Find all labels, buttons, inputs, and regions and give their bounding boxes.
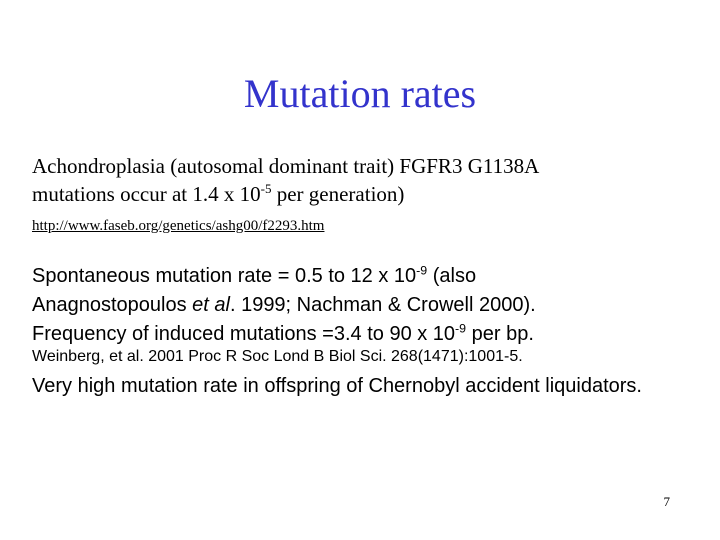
page-number: 7 xyxy=(663,494,670,509)
spontaneous-rate-paragraph xyxy=(32,262,702,349)
spontaneous-line1-text: Spontaneous mutation rate = 0.5 to 12 x 10 xyxy=(32,265,417,287)
achondroplasia-line1: Achondroplasia (autosomal dominant trait) FGFR3 G1138A xyxy=(32,154,540,178)
induced-line-text: Frequency of induced mutations =3.4 to 90 x 10 xyxy=(32,323,456,345)
achondroplasia-line2-text: mutations occur at 1.4 x 10 xyxy=(32,182,261,206)
achondroplasia-line2-tail: per generation) xyxy=(271,182,405,206)
achondroplasia-exponent: -5 xyxy=(260,181,272,196)
induced-exponent: -9 xyxy=(455,321,467,336)
faseb-link[interactable]: http://www.faseb.org/genetics/ashg00/f2293.htm xyxy=(32,218,325,234)
weinberg-citation: Weinberg, et al. 2001 Proc R Soc Lond B Biol Sci. 268(1471):1001-5. xyxy=(32,348,523,365)
slide-title: Mutation rates xyxy=(243,71,477,116)
achondroplasia-paragraph xyxy=(32,152,692,208)
et-al-italic: et al xyxy=(192,294,230,316)
spontaneous-exponent: -9 xyxy=(416,263,428,278)
spontaneous-line1-tail: (also xyxy=(427,265,477,287)
spontaneous-line2-tail: . 1999; Nachman & Crowell 2000). xyxy=(229,294,536,316)
spontaneous-line2-text: Anagnostopoulos xyxy=(32,294,193,316)
chernobyl-paragraph: Very high mutation rate in offspring of Chernobyl accident liquidators. xyxy=(32,375,642,397)
induced-line-tail: per bp. xyxy=(466,323,534,345)
